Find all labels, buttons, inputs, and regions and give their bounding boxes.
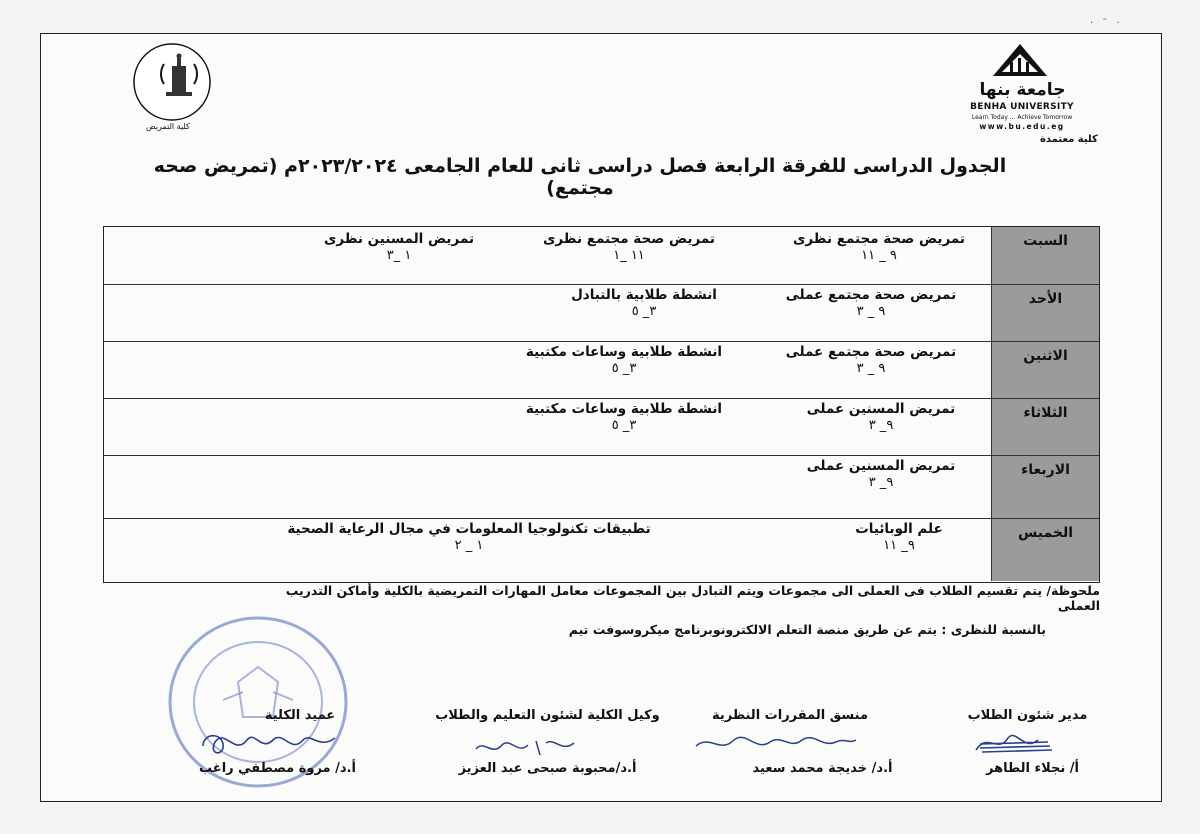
signature-title: عميد الكلية [264, 708, 336, 723]
slot-time: ٩_ ٣ [868, 475, 894, 490]
course-name: تمريض المسنين نظرى [323, 231, 475, 247]
faculty-caption: كلية التمريض [146, 122, 190, 131]
handwritten-signature-icon [690, 728, 860, 758]
signature-title: مدير شئون الطلاب [967, 708, 1088, 723]
slot-time: ١ _٣ [386, 248, 412, 263]
table-row [104, 399, 1099, 456]
schedule-slot [761, 344, 981, 376]
practical-note: ملحوظة/ يتم تقسيم الطلاب فى العملى الى مجموعات ويتم التبادل بين المجموعات معامل المهارات التمريضية بالكلية وأماكن التدريب العملى [285, 583, 1100, 613]
course-name: انشطة طلابية بالتبادل [571, 287, 717, 303]
schedule-slot [519, 231, 739, 263]
page-title: الجدول الدراسى للفرقة الرابعة فصل دراسى ثانى للعام الجامعى ٢٠٢٣/٢٠٢٤م (تمريض صحه مجتمع) [153, 155, 1007, 199]
course-name: تطبيقات تكنولوجيا المعلومات في مجال الرعاية الصحية [287, 521, 651, 537]
course-name: تمريض صحة مجتمع نظرى [543, 231, 715, 247]
course-name: تمريض صحة مجتمع نظرى [793, 231, 965, 247]
slot-time: ١١ _١ [613, 248, 645, 263]
schedule-slot [779, 231, 979, 263]
table-row [104, 227, 1099, 285]
day-cell: الثلاثاء [991, 399, 1099, 455]
course-name: تمريض المسنين عملى [806, 458, 956, 474]
day-cell: الاثنين [991, 342, 1099, 398]
signature-title: منسق المقررات النظرية [711, 708, 868, 723]
schedule-slot [484, 344, 764, 376]
course-name: علم الوبائيات [855, 521, 943, 537]
slot-time: ٣_ ٥ [611, 418, 637, 433]
handwritten-signature-icon [195, 726, 345, 760]
university-name-ar: جامعة بنها [979, 80, 1066, 100]
schedule-slot [514, 287, 774, 319]
slot-time: ٩_ ٣ [868, 418, 894, 433]
university-name-en: BENHA UNIVERSITY [970, 102, 1074, 112]
schedule-slot [781, 401, 981, 433]
table-row [104, 285, 1099, 342]
university-website: www.bu.edu.eg [979, 122, 1065, 131]
schedule-slot [781, 458, 981, 490]
course-name: انشطة طلابية وساعات مكتبية [525, 401, 723, 417]
slot-time: ١ _ ٢ [454, 538, 484, 553]
slot-time: ٩ _ ٣ [856, 361, 886, 376]
slot-time: ٩ _ ١١ [861, 248, 897, 263]
schedule-slot [284, 521, 654, 553]
schedule-table [103, 226, 1100, 583]
handwritten-signature-icon [470, 733, 580, 761]
university-slogan: Learn Today ... Achieve Tomorrow [971, 114, 1073, 121]
signature-name: أ.د/محبوبة صبحى عبد العزيز [458, 761, 637, 776]
slot-time: ٩_ ١١ [883, 538, 915, 553]
signature-name: أ/ نجلاء الطاهر [985, 761, 1079, 776]
course-name: تمريض صحة مجتمع عملى [785, 287, 957, 303]
schedule-slot [761, 287, 981, 319]
slot-time: ٩ _ ٣ [856, 304, 886, 319]
schedule-slot [829, 521, 969, 553]
day-cell: الاربعاء [991, 456, 1099, 518]
handwritten-signature-icon [968, 724, 1058, 760]
slot-time: ٣_ ٥ [611, 361, 637, 376]
accredited-label: كلية معتمدة [1040, 134, 1098, 145]
slot-time: ٣_ ٥ [631, 304, 657, 319]
day-cell: الخميس [991, 519, 1099, 581]
signature-title: وكيل الكلية لشئون التعليم والطلاب [435, 708, 660, 723]
theory-note: بالنسبة للنظرى : يتم عن طريق منصة التعلم الالكترونوبرنامج ميكروسوفت تيم [568, 622, 1046, 637]
signature-name: أ.د/ مروة مصطفي راغب [199, 761, 356, 776]
schedule-slot [484, 401, 764, 433]
course-name: تمريض صحة مجتمع عملى [785, 344, 957, 360]
day-cell: الأحد [991, 285, 1099, 341]
signature-name: أ.د/ خديجة محمد سعيد [752, 761, 893, 776]
table-row [104, 519, 1099, 581]
course-name: انشطة طلابية وساعات مكتبية [525, 344, 723, 360]
schedule-slot [299, 231, 499, 263]
table-row [104, 456, 1099, 519]
course-name: تمريض المسنين عملى [806, 401, 956, 417]
day-cell: السبت [991, 227, 1099, 284]
corner-mark: · ˜ · [1090, 18, 1123, 29]
table-row [104, 342, 1099, 399]
